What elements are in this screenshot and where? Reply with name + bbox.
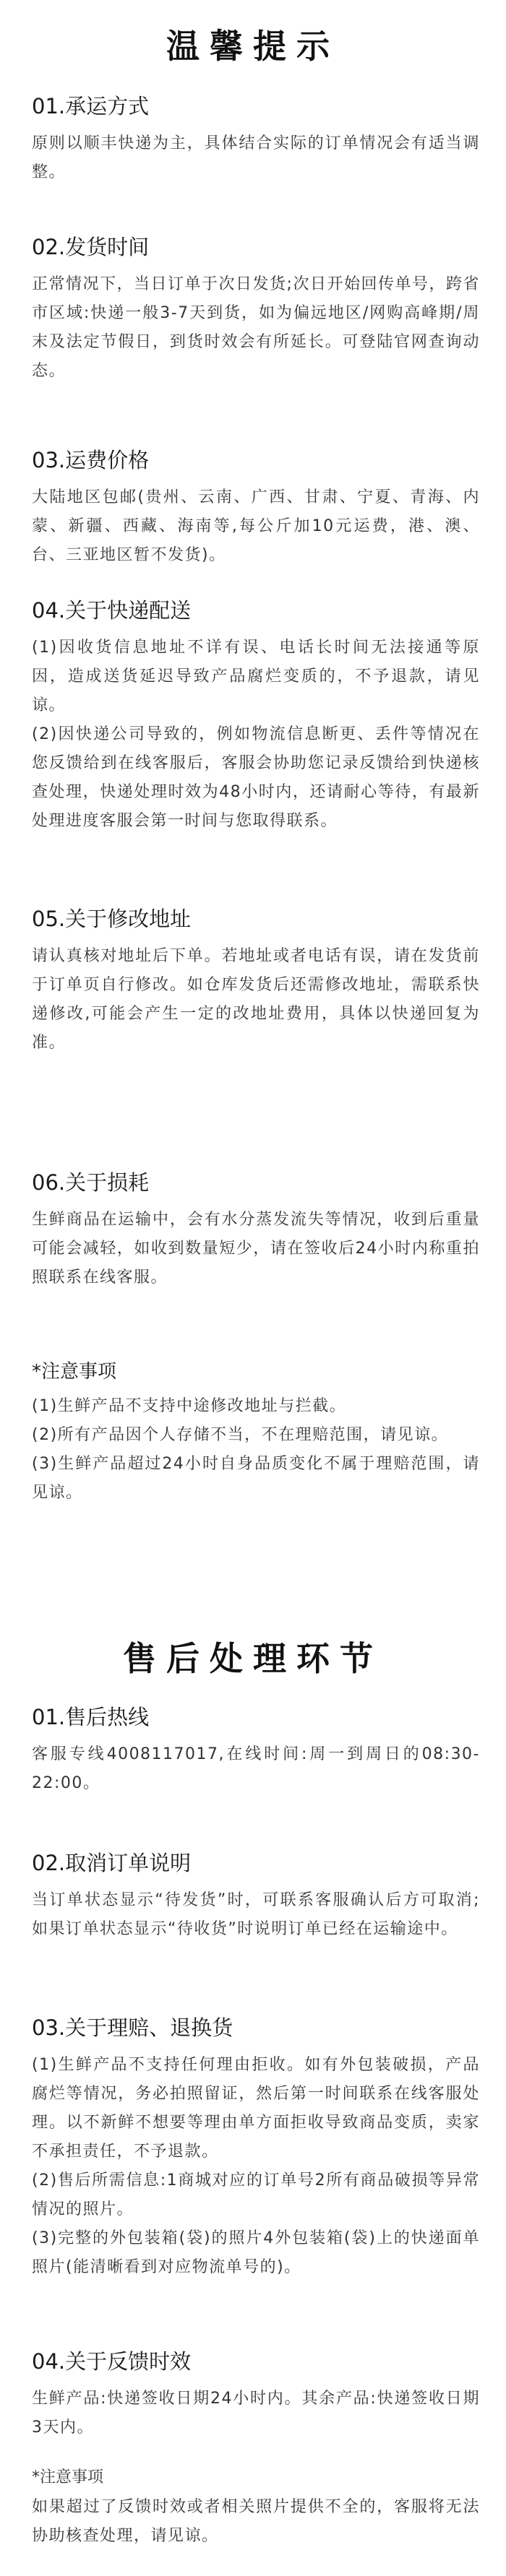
notes-section-1 — [32, 1357, 480, 1508]
section-heading: 05.关于修改地址 — [32, 907, 192, 931]
section-claims-returns — [32, 2015, 480, 2282]
section-body: 客服专线4008117017,在线时间:周一到周日的08:30-22:00。 — [32, 1745, 480, 1792]
section-heading: 02.发货时间 — [32, 235, 150, 259]
section-heading: 01.承运方式 — [32, 94, 150, 118]
section-body: 大陆地区包邮(贵州、云南、广西、甘肃、宁夏、青海、内蒙、新疆、西藏、海南等,每公斤加10元运费，港、澳、台、三亚地区暂不发货)。 — [32, 488, 480, 564]
section-modify-address — [32, 907, 480, 1058]
section-heading: 01.售后热线 — [32, 1705, 150, 1729]
note-item-3: (3)生鲜产品超过24小时自身品质变化不属于理赔范围，请见谅。 — [32, 1455, 480, 1502]
note-body: 如果超过了反馈时效或者相关照片提供不全的，客服将无法协助核查处理，请见谅。 — [32, 2498, 480, 2545]
section-paragraph-2: (2)因快递公司导致的，例如物流信息断更、丢件等情况在您反馈给到在线客服后，客服会协助您记录反馈给到快递核查处理，快递处理时效为48小时内，还请耐心等待，有最新处理进度客服会第一时间与您取得联系。 — [32, 725, 480, 830]
section-heading: 04.关于快递配送 — [32, 598, 192, 623]
section-body: 请认真核对地址后下单。若地址或者电话有误，请在发货前于订单页自行修改。如仓库发货后还需修改地址，需联系快递修改,可能会产生一定的改地址费用，具体以快递回复为准。 — [32, 946, 480, 1052]
section-paragraph-3: (3)完整的外包装箱(袋)的照片4外包装箱(袋)上的快递面单照片(能清晰看到对应物流单号的)。 — [32, 2229, 480, 2276]
section-freight-price — [32, 448, 480, 570]
section-cancel-order — [32, 1851, 480, 1944]
section-body: 当订单状态显示“待发货”时，可联系客服确认后方可取消;如果订单状态显示“待收货”时说明订单已经在运输途中。 — [32, 1890, 480, 1938]
title-warm-tips: 温馨提示 — [166, 27, 340, 66]
section-feedback-timeliness — [32, 2349, 480, 2442]
section-paragraph-1: (1)因收货信息地址不详有误、电话长时间无法接通等原因，造成送货延迟导致产品腐烂变质的，不予退款，请见谅。 — [32, 638, 480, 714]
section-delivery-time — [32, 235, 480, 386]
section-body: 正常情况下，当日订单于次日发货;次日开始回传单号，跨省市区域:快递一般3-7天到货，如为偏远地区/网购高峰期/周末及法定节假日，到货时效会有所延长。可登陆官网查询动态。 — [32, 275, 480, 380]
section-heading: 02.取消订单说明 — [32, 1851, 192, 1875]
notes-heading: *注意事项 — [32, 2468, 104, 2486]
section-heading: 06.关于损耗 — [32, 1170, 150, 1195]
section-body: 生鲜产品:快递签收日期24小时内。其余产品:快递签收日期3天内。 — [32, 2389, 480, 2437]
note-item-2: (2)所有产品因个人存储不当，不在理赔范围，请见谅。 — [32, 1426, 449, 1444]
notes-heading: *注意事项 — [32, 1361, 117, 1383]
section-paragraph-2: (2)售后所需信息:1商城对应的订单号2所有商品破损等异常情况的照片。 — [32, 2171, 480, 2218]
section-hotline — [32, 1705, 480, 1798]
section-heading: 03.关于理赔、退换货 — [32, 2015, 233, 2040]
notes-section-2 — [32, 2465, 480, 2551]
section-body: 原则以顺丰快递为主，具体结合实际的订单情况会有适当调整。 — [32, 134, 480, 181]
note-item-1: (1)生鲜产品不支持中途修改地址与拦截。 — [32, 1397, 347, 1415]
section-body: 生鲜商品在运输中，会有水分蒸发流失等情况，收到后重量可能会减轻，如收到数量短少，请在签收后24小时内称重拍照联系在线客服。 — [32, 1210, 480, 1287]
section-shipping-method — [32, 94, 480, 187]
section-heading: 03.运费价格 — [32, 448, 150, 472]
section-heading: 04.关于反馈时效 — [32, 2349, 192, 2374]
section-paragraph-1: (1)生鲜产品不支持任何理由拒收。如有外包装破损，产品腐烂等情况，务必拍照留证，然后第一时间联系在线客服处理。以不新鲜不想要等理由单方面拒收导致商品变质，卖家不承担责任，不予退款。 — [32, 2055, 480, 2161]
section-express-delivery — [32, 598, 480, 836]
section-loss — [32, 1170, 480, 1292]
title-after-sales: 售后处理环节 — [123, 1639, 383, 1678]
